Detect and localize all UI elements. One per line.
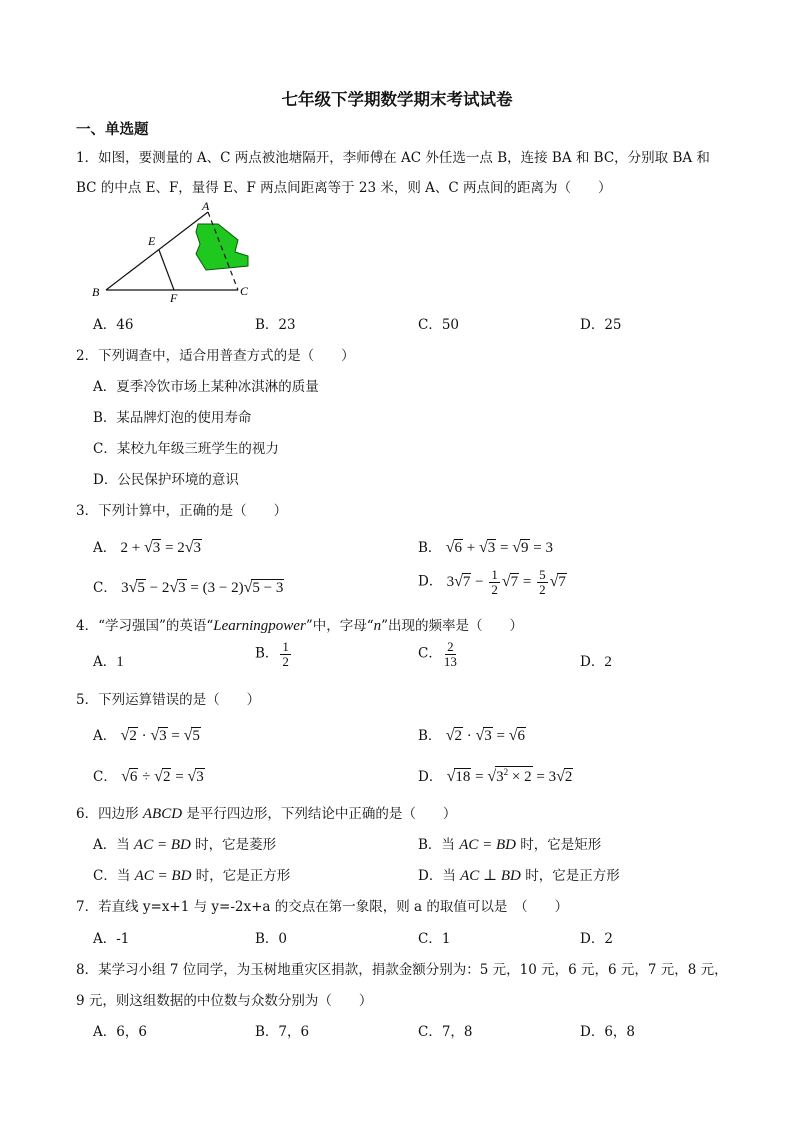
q4-option-c-num: 2 bbox=[447, 639, 454, 654]
q5-option-c-expr: √6 ÷ √2 = √3 bbox=[121, 768, 204, 785]
q4-option-b[interactable] bbox=[255, 640, 293, 668]
q6-stem-part-b: 是平行四边形，下列结论中正确的是（ ） bbox=[182, 806, 457, 822]
q4-option-a-value: 1 bbox=[116, 654, 124, 670]
q4-option-b-den: 2 bbox=[282, 653, 289, 669]
q6-option-c-tail: 时，它是正方形 bbox=[191, 868, 291, 884]
label-b: B bbox=[92, 285, 100, 299]
q5-stem: 5．下列运算错误的是（ ） bbox=[76, 692, 261, 708]
q6-option-b-label: B．当 bbox=[418, 837, 460, 853]
q6-stem-part-a: 6．四边形 bbox=[76, 806, 143, 822]
q4-stem-word: Learningpower bbox=[213, 618, 306, 634]
q2-stem: 2．下列调查中，适合用普查方式的是（ ） bbox=[76, 348, 355, 364]
triangle-pond-diagram bbox=[88, 198, 258, 304]
q8-option-a[interactable]: A．6，6 bbox=[93, 1024, 147, 1040]
q4-option-c-den: 13 bbox=[443, 653, 457, 669]
label-c: C bbox=[240, 284, 249, 298]
q1-option-d[interactable]: D．25 bbox=[580, 317, 622, 333]
q5-option-d[interactable] bbox=[418, 765, 573, 786]
q6-option-b-tail: 时，它是矩形 bbox=[516, 837, 602, 853]
q8-stem-line1: 8．某学习小组 7 位同学，为玉树地重灾区捐款，捐款金额分别为：5 元，10 元，6 元，6 元，7 元，8 元， bbox=[76, 962, 728, 978]
q6-stem bbox=[76, 802, 456, 823]
q1-figure bbox=[88, 198, 258, 308]
q6-option-c[interactable] bbox=[93, 864, 290, 885]
q1-stem-line2: BC 的中点 E、F，量得 E、F 两点间距离等于 23 米，则 A、C 两点间的距离为（ ） bbox=[76, 180, 612, 196]
q3-option-c-label: C． bbox=[93, 580, 117, 596]
page-title: 七年级下学期数学期末考试试卷 bbox=[281, 90, 513, 109]
section-heading: 一、单选题 bbox=[76, 122, 149, 138]
q7-option-b[interactable]: B．0 bbox=[255, 931, 288, 947]
q3-option-d-label: D． bbox=[418, 573, 443, 590]
q7-stem: 7．若直线 y=x+1 与 y=-2x+a 的交点在第一象限，则 a 的取值可以是 （ ） bbox=[76, 899, 569, 915]
q3-stem: 3．下列计算中，正确的是（ ） bbox=[76, 503, 288, 519]
q3-option-a-expr: 2 + √3 = 2√3 bbox=[120, 539, 202, 556]
q6-option-d-tail: 时，它是正方形 bbox=[520, 868, 620, 884]
q4-option-a[interactable] bbox=[93, 650, 124, 671]
q7-option-c[interactable]: C．1 bbox=[418, 931, 451, 947]
q6-option-a-tail: 时，它是菱形 bbox=[190, 837, 277, 853]
q4-option-b-label: B． bbox=[255, 645, 279, 662]
q3-option-b[interactable] bbox=[418, 536, 553, 557]
q4-option-c-label: C． bbox=[418, 645, 442, 662]
q6-option-b[interactable] bbox=[418, 833, 601, 854]
q4-stem-letter: n bbox=[373, 618, 382, 634]
q6-option-d-expr: AC ⊥ BD bbox=[460, 868, 521, 884]
q4-stem-part-b: ”中，字母“ bbox=[305, 618, 374, 634]
q6-option-c-expr: AC = BD bbox=[134, 868, 192, 884]
q5-option-c[interactable] bbox=[93, 765, 205, 786]
q3-option-c[interactable] bbox=[93, 576, 284, 597]
q4-option-d[interactable] bbox=[580, 650, 612, 671]
label-f: F bbox=[170, 291, 178, 304]
q2-option-b[interactable]: B．某品牌灯泡的使用寿命 bbox=[93, 410, 252, 426]
q5-option-a[interactable] bbox=[93, 724, 201, 745]
q5-option-a-label: A． bbox=[93, 728, 117, 744]
q6-option-c-label: C．当 bbox=[93, 868, 135, 884]
q5-option-b-expr: √2 · √3 = √6 bbox=[445, 727, 526, 744]
q6-option-a-expr: AC = BD bbox=[134, 837, 191, 853]
q6-option-d[interactable] bbox=[418, 864, 620, 885]
q8-stem-line2: 9 元，则这组数据的中位数与众数分别为（ ） bbox=[76, 993, 373, 1009]
q6-option-b-expr: AC = BD bbox=[459, 837, 517, 853]
q6-option-d-label: D．当 bbox=[418, 868, 461, 884]
q5-option-d-expr: $√18 = √3^2 \times 2 = 3√2$ bbox=[446, 767, 573, 785]
q2-option-c[interactable]: C．某校九年级三班学生的视力 bbox=[93, 441, 279, 457]
q5-option-b-label: B． bbox=[418, 728, 442, 744]
q1-option-a[interactable]: A．46 bbox=[93, 317, 134, 333]
q3-option-d[interactable] bbox=[418, 568, 567, 596]
q4-stem-part-c: ”出现的频率是（ ） bbox=[381, 618, 524, 634]
q4-stem bbox=[76, 614, 523, 635]
q4-option-d-value: 2 bbox=[604, 654, 612, 670]
q7-option-d[interactable]: D．2 bbox=[580, 931, 613, 947]
q3-option-c-expr: 3√5 − 2√3 = (3 − 2)√5 − 3 bbox=[121, 579, 284, 596]
q4-stem-part-a: 4．“学习强国”的英语“ bbox=[76, 618, 214, 634]
label-e: E bbox=[148, 234, 156, 248]
q8-option-b[interactable]: B．7，6 bbox=[255, 1024, 310, 1040]
q4-option-b-fraction bbox=[280, 640, 291, 668]
q4-option-d-label: D． bbox=[580, 654, 605, 670]
q3-option-a-label: A． bbox=[93, 540, 117, 556]
q4-option-c-fraction bbox=[444, 640, 457, 668]
q3-option-d-expr: 3√7 − $\frac{1}{2}$ √7 = $\frac{5}{2}$ √7 bbox=[446, 567, 566, 597]
q5-option-c-label: C． bbox=[93, 769, 117, 785]
q5-option-b[interactable] bbox=[418, 724, 526, 745]
segment-ef bbox=[159, 250, 174, 290]
q5-option-a-expr: √2 · √3 = √5 bbox=[120, 727, 200, 744]
q3-option-b-label: B． bbox=[418, 540, 442, 556]
q4-option-c[interactable] bbox=[418, 640, 459, 668]
q7-option-a[interactable]: A．-1 bbox=[93, 931, 130, 947]
q1-stem-line1: 1．如图，要测量的 A、C 两点被池塘隔开，李师傅在 AC 外任选一点 B，连接 BA 和 BC，分别取 BA 和 bbox=[76, 150, 710, 166]
q2-option-a[interactable]: A．夏季冷饮市场上某种冰淇淋的质量 bbox=[93, 379, 319, 395]
q6-option-a[interactable] bbox=[93, 833, 276, 854]
q1-option-c[interactable]: C．50 bbox=[418, 317, 460, 333]
q5-option-d-label: D． bbox=[418, 769, 443, 785]
label-a: A bbox=[202, 199, 210, 213]
q2-option-d[interactable]: D．公民保护环境的意识 bbox=[93, 472, 239, 488]
q8-option-d[interactable]: D．6，8 bbox=[580, 1024, 636, 1040]
q3-option-b-expr: √6 + √3 = √9 = 3 bbox=[445, 539, 553, 556]
q4-option-a-label: A． bbox=[93, 654, 117, 670]
q4-option-b-num: 1 bbox=[282, 639, 289, 654]
q1-option-b[interactable]: B．23 bbox=[255, 317, 296, 333]
q8-option-c[interactable]: C．7，8 bbox=[418, 1024, 473, 1040]
q3-option-a[interactable] bbox=[93, 536, 202, 557]
q6-option-a-label: A．当 bbox=[93, 837, 135, 853]
q6-stem-abcd: ABCD bbox=[142, 806, 183, 822]
segment-ba bbox=[106, 212, 208, 290]
